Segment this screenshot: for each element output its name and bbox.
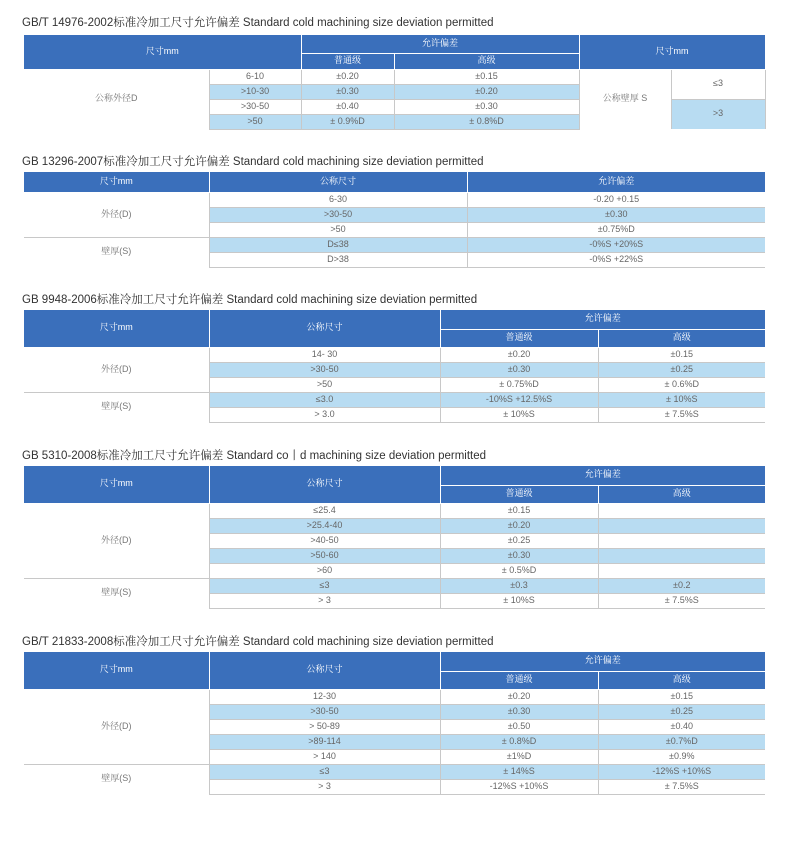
cell-high: ± 10%S bbox=[598, 392, 765, 407]
header-allowance: 允许偏差 bbox=[440, 466, 765, 485]
table-row bbox=[24, 764, 765, 779]
cell-size: >50 bbox=[209, 377, 440, 392]
cell-size: 12-30 bbox=[209, 689, 440, 704]
cell-high: ±0.2 bbox=[598, 578, 765, 593]
header-high-grade: 高级 bbox=[394, 53, 579, 69]
cell-normal: ±0.40 bbox=[301, 99, 394, 114]
cell-normal: ±0.20 bbox=[440, 689, 598, 704]
cell-size: >30-50 bbox=[209, 99, 301, 114]
section-3-title: GB 9948-2006标准冷加工尺寸允许偏差 Standard cold machining size deviation permitted bbox=[22, 294, 478, 306]
cell-normal: ±0.15 bbox=[440, 503, 598, 518]
cell-normal: ±1%D bbox=[440, 749, 598, 764]
cell-size: > 50-89 bbox=[209, 719, 440, 734]
row-label-wall-thickness: 公称壁厚 S bbox=[579, 69, 671, 129]
cell-normal: ± 14%S bbox=[440, 764, 598, 779]
cell-normal: ±0.3 bbox=[440, 578, 598, 593]
cell-high: ±0.9% bbox=[598, 749, 765, 764]
cell-size: > 3.0 bbox=[209, 407, 440, 422]
table-row bbox=[24, 503, 765, 518]
cell-size: D≤38 bbox=[209, 237, 467, 252]
cell-high: ± 0.8%D bbox=[394, 114, 579, 129]
cell-normal: ±0.30 bbox=[301, 84, 394, 99]
row-label-outer-diameter: 外径(D) bbox=[24, 192, 209, 237]
header-high-grade: 高级 bbox=[598, 671, 765, 689]
row-label-outer-diameter: 公称外径D bbox=[24, 69, 209, 129]
table-row bbox=[24, 237, 765, 252]
cell-size: >50 bbox=[209, 114, 301, 129]
table-gbt-14976 bbox=[24, 35, 765, 130]
cell-size: D>38 bbox=[209, 252, 467, 267]
cell-size: >25.4-40 bbox=[209, 518, 440, 533]
table-row bbox=[24, 192, 765, 207]
header-high-grade: 高级 bbox=[598, 485, 765, 503]
header-size: 尺寸mm bbox=[24, 310, 209, 347]
cell-high: ±0.7%D bbox=[598, 734, 765, 749]
cell-high: ±0.25 bbox=[598, 704, 765, 719]
header-allowance: 允许偏差 bbox=[467, 172, 765, 192]
cell-size: ≤3 bbox=[209, 578, 440, 593]
cell-deviation: ±0.30 bbox=[467, 207, 765, 222]
row-label-wall-thickness: 壁厚(S) bbox=[24, 578, 209, 608]
cell-high bbox=[598, 503, 765, 518]
header-size: 尺寸mm bbox=[24, 35, 301, 69]
header-high-grade: 高级 bbox=[598, 329, 765, 347]
cell-high: ± 7.5%S bbox=[598, 593, 765, 608]
cell-high bbox=[598, 518, 765, 533]
cell-normal: ±0.20 bbox=[301, 69, 394, 84]
header-normal-grade: 普通级 bbox=[440, 671, 598, 689]
cell-high: ±0.25 bbox=[598, 362, 765, 377]
header-allowance: 允许偏差 bbox=[440, 310, 765, 329]
cell-high: ± 0.6%D bbox=[598, 377, 765, 392]
cell-high: ± 7.5%S bbox=[598, 779, 765, 794]
cell-normal: ±0.20 bbox=[440, 347, 598, 362]
cell-deviation: -0.20 +0.15 bbox=[467, 192, 765, 207]
cell-size: >10-30 bbox=[209, 84, 301, 99]
header-size: 尺寸mm bbox=[24, 172, 209, 192]
cell-size: 6-10 bbox=[209, 69, 301, 84]
cell-normal: ±0.25 bbox=[440, 533, 598, 548]
cell-high bbox=[598, 548, 765, 563]
cell-high: -12%S +10%S bbox=[598, 764, 765, 779]
section-4-title: GB 5310-2008标准冷加工尺寸允许偏差 Standard co丨d machining size deviation permitted bbox=[22, 450, 487, 462]
table-row bbox=[24, 69, 765, 84]
row-label-wall-thickness: 壁厚(S) bbox=[24, 392, 209, 422]
header-allowance: 允许偏差 bbox=[440, 652, 765, 671]
table-gb-5310 bbox=[24, 466, 765, 609]
cell-size: ≤3.0 bbox=[209, 392, 440, 407]
cell-normal: -12%S +10%S bbox=[440, 779, 598, 794]
cell-normal: ± 0.75%D bbox=[440, 377, 598, 392]
cell-size: >30-50 bbox=[209, 362, 440, 377]
table-row bbox=[24, 347, 765, 362]
cell-size: 6-30 bbox=[209, 192, 467, 207]
cell-size: >89-114 bbox=[209, 734, 440, 749]
header-size: 尺寸mm bbox=[24, 466, 209, 503]
cell-deviation: -0%S +20%S bbox=[467, 237, 765, 252]
table-gb-13296 bbox=[24, 172, 765, 268]
cell-size: >30-50 bbox=[209, 704, 440, 719]
header-nominal-size: 公称尺寸 bbox=[209, 466, 440, 503]
section-2-title: GB 13296-2007标准冷加工尺寸允许偏差 Standard cold machining size deviation permitted bbox=[22, 156, 484, 168]
cell-normal: ± 0.9%D bbox=[301, 114, 394, 129]
cell-size: >40-50 bbox=[209, 533, 440, 548]
cell-normal: ± 0.5%D bbox=[440, 563, 598, 578]
cell-size: ≤3 bbox=[671, 69, 765, 99]
header-normal-grade: 普通级 bbox=[440, 329, 598, 347]
cell-size: >3 bbox=[671, 99, 765, 129]
header-size: 尺寸mm bbox=[24, 652, 209, 689]
cell-size: >60 bbox=[209, 563, 440, 578]
cell-normal: ± 0.8%D bbox=[440, 734, 598, 749]
header-normal-grade: 普通级 bbox=[440, 485, 598, 503]
cell-size: > 3 bbox=[209, 593, 440, 608]
row-label-wall-thickness: 壁厚(S) bbox=[24, 764, 209, 794]
cell-size: >50 bbox=[209, 222, 467, 237]
cell-high: ±0.15 bbox=[598, 689, 765, 704]
cell-size: ≤25.4 bbox=[209, 503, 440, 518]
cell-normal: ±0.30 bbox=[440, 548, 598, 563]
cell-normal: ±0.30 bbox=[440, 362, 598, 377]
table-gb-9948 bbox=[24, 310, 765, 423]
table-row bbox=[24, 578, 765, 593]
cell-high: ±0.15 bbox=[598, 347, 765, 362]
cell-high bbox=[598, 533, 765, 548]
cell-high bbox=[598, 563, 765, 578]
row-label-outer-diameter: 外径(D) bbox=[24, 503, 209, 578]
header-normal-grade: 普通级 bbox=[301, 53, 394, 69]
section-5-title: GB/T 21833-2008标准冷加工尺寸允许偏差 Standard cold machining size deviation permitted bbox=[22, 636, 494, 648]
cell-size: ≤3 bbox=[209, 764, 440, 779]
cell-normal: ± 10%S bbox=[440, 407, 598, 422]
row-label-outer-diameter: 外径(D) bbox=[24, 347, 209, 392]
header-nominal-size: 公称尺寸 bbox=[209, 310, 440, 347]
header-nominal-size: 公称尺寸 bbox=[209, 652, 440, 689]
cell-normal: -10%S +12.5%S bbox=[440, 392, 598, 407]
header-nominal-size: 公称尺寸 bbox=[209, 172, 467, 192]
table-gbt-21833 bbox=[24, 652, 765, 795]
cell-normal: ±0.30 bbox=[440, 704, 598, 719]
cell-normal: ± 10%S bbox=[440, 593, 598, 608]
cell-size: >30-50 bbox=[209, 207, 467, 222]
table-row bbox=[24, 392, 765, 407]
cell-size: > 3 bbox=[209, 779, 440, 794]
cell-size: >50-60 bbox=[209, 548, 440, 563]
cell-high: ±0.30 bbox=[394, 99, 579, 114]
cell-high: ±0.20 bbox=[394, 84, 579, 99]
row-label-outer-diameter: 外径(D) bbox=[24, 689, 209, 764]
header-allowance: 允许偏差 bbox=[301, 35, 579, 53]
cell-deviation: -0%S +22%S bbox=[467, 252, 765, 267]
cell-high: ±0.40 bbox=[598, 719, 765, 734]
cell-high: ± 7.5%S bbox=[598, 407, 765, 422]
section-1-title: GB/T 14976-2002标准冷加工尺寸允许偏差 Standard cold machining size deviation permitted bbox=[22, 17, 494, 29]
row-label-wall-thickness: 壁厚(S) bbox=[24, 237, 209, 267]
cell-normal: ±0.50 bbox=[440, 719, 598, 734]
table-row bbox=[24, 689, 765, 704]
cell-size: > 140 bbox=[209, 749, 440, 764]
cell-high: ±0.15 bbox=[394, 69, 579, 84]
cell-normal: ±0.20 bbox=[440, 518, 598, 533]
header-size: 尺寸mm bbox=[579, 35, 765, 69]
cell-size: 14- 30 bbox=[209, 347, 440, 362]
cell-deviation: ±0.75%D bbox=[467, 222, 765, 237]
